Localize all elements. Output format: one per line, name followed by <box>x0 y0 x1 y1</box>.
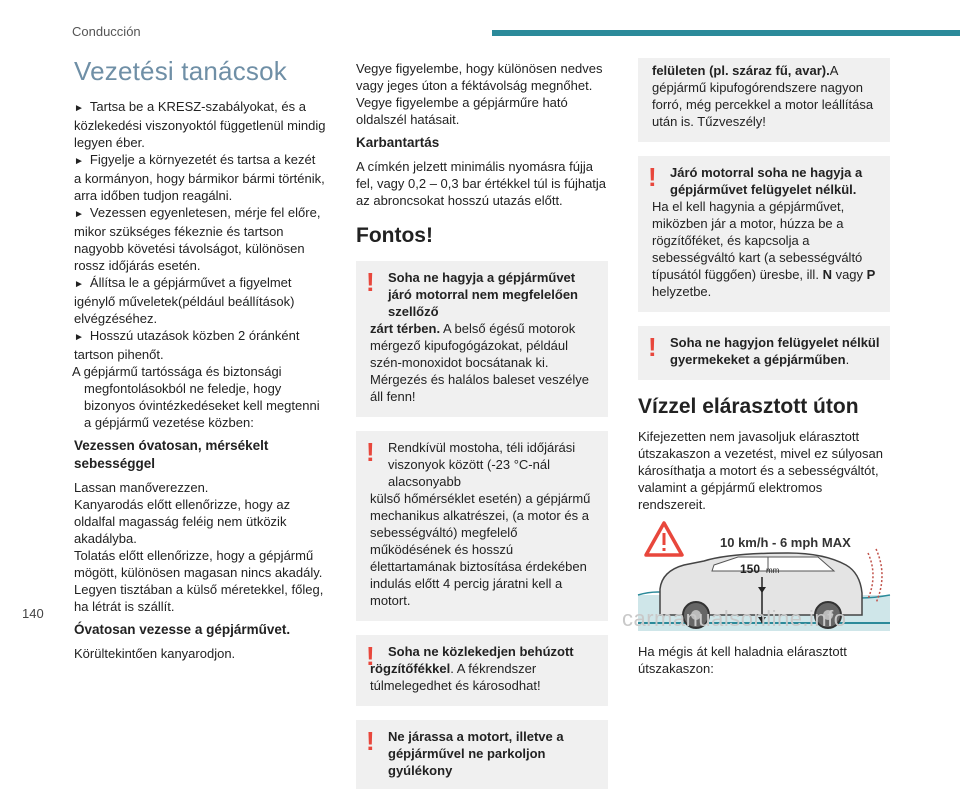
careful-paragraph: Lassan manőverezzen. Kanyarodás előtt ellenőrizze, hogy az oldalfal magasság feléig nem ütközik akadályba. Tolatás előtt ellenőrizze, hogy a gépjármű mögött, különösen magasan nincs akadály. Legyen tisztában a külső méretekkel, főleg, ha létrát is szállít. <box>74 480 324 614</box>
bullet-item <box>74 204 326 274</box>
column-1 <box>74 52 326 666</box>
warning-box <box>356 635 608 706</box>
warning-lead: Soha ne közlekedjen behúzott <box>388 644 574 659</box>
heading-careful: Vezessen óvatosan, mérsékelt sebességgel <box>74 438 269 471</box>
warning-text: helyzetbe. <box>652 284 712 299</box>
after-illustration-paragraph: Ha mégis át kell haladnia elárasztott útszakaszon: <box>638 644 847 676</box>
bullet-text: Figyelje a környezetét és tartsa a kezét a kormányon, hogy bármikor bármi történik, arra időben tudjon reagálni. <box>74 152 325 203</box>
warning-text: A gépjármű kipufogórendszere nagyon forró, még percekkel a motor leállítása után is. Tűzveszély! <box>652 63 874 129</box>
column-2 <box>356 60 608 803</box>
arrow-bullet-icon: ► <box>74 279 84 290</box>
column-3 <box>638 58 890 681</box>
warning-exclamation-icon: ! <box>366 267 375 297</box>
bullet-text: Tartsa be a KRESZ-szabályokat, és a közlekedési viszonyoktól függetlenül mindig legyen éber. <box>74 99 326 150</box>
speed-limit-text: 10 km/h - 6 mph MAX <box>720 535 851 550</box>
warning-exclamation-icon: ! <box>366 437 375 467</box>
gear-p: P <box>866 267 876 282</box>
bullet-item <box>74 274 326 327</box>
warning-exclamation-icon: ! <box>366 726 375 756</box>
warning-exclamation-icon: ! <box>648 162 657 192</box>
warning-bold: Soha ne hagyjon felügyelet nélkül gyermekeket a gépjárműben <box>670 335 880 367</box>
warning-lead: Rendkívül mostoha, téli időjárási viszonyok között (-23 °C-nál alacsonyabb <box>388 440 576 489</box>
warning-box <box>638 156 890 312</box>
intro-paragraph: Vegye figyelembe, hogy különösen nedves vagy jeges úton a féktávolság megnőhet. Vegye figyelembe a gépjárműre ható oldalszél hatásait. <box>356 61 603 127</box>
bullet-item <box>74 151 326 204</box>
safety-paragraph: A gépjármű tartóssága és biztonsági megfontolásokból ne feledje, hogy bizonyos óvintézkedéseket kell megtenni a gépjármű vezetése közben: <box>72 364 320 430</box>
heading-maintenance: Karbantartás <box>356 135 440 150</box>
warning-exclamation-icon: ! <box>366 641 375 671</box>
warning-bold: zárt térben. <box>370 321 441 336</box>
arrow-bullet-icon: ► <box>74 332 84 343</box>
warning-lead <box>652 334 880 368</box>
arrow-bullet-icon: ► <box>74 209 84 220</box>
warning-text: külső hőmérséklet esetén) a gépjármű mechanikus alkatrészei, (a motor és a sebességváltó) megfelelő működésének és hosszú élettartamának biztosítása érdekében indulás előtt 4 percig járatni kell a motort. <box>370 491 591 608</box>
warning-lead: Soha ne hagyja a gépjárművet járó motorral nem megfelelően szellőző <box>388 270 578 319</box>
warning-lead: Ne járassa a motort, illetve a gépjárművel ne parkoljon gyúlékony <box>388 729 564 778</box>
gear-n: N <box>822 267 832 282</box>
heading-important: Fontos! <box>356 224 433 247</box>
warning-text: . A fékrendszer túlmelegedhet és károsodhat! <box>370 661 541 693</box>
heading-drive: Óvatosan vezesse a gépjárművet. <box>74 622 291 637</box>
warning-text: A belső égésű motorok mérgező kipufogógázokat, például szén-monoxidot bocsátanak ki. Mérgezés és halálos baleset veszélye áll fenn! <box>370 321 589 404</box>
warning-lead: Járó motorral soha ne hagyja a gépjárművet felügyelet nélkül. <box>670 165 863 197</box>
flood-paragraph: Kifejezetten nem javasoljuk elárasztott útszakaszon a vezetést, mivel ez súlyosan károsíthatja a motort és a sebességváltót, valamint a gépjármű elektromos rendszereit. <box>638 429 883 512</box>
bullet-text: Hosszú utazások közben 2 óránként tartson pihenőt. <box>74 328 300 362</box>
header-accent-bar <box>492 30 960 36</box>
warning-bold: felületen (pl. száraz fű, avar). <box>652 63 830 78</box>
heading-flood: Vízzel elárasztott úton <box>638 395 859 418</box>
page-title: Vezetési tanácsok <box>74 56 287 86</box>
warning-box <box>356 720 608 789</box>
depth-value: 150 <box>740 562 761 576</box>
warning-exclamation-icon: ! <box>648 332 657 362</box>
bullet-item <box>74 98 326 151</box>
warning-bold: rögzítőfékkel <box>370 661 451 676</box>
arrow-bullet-icon: ► <box>74 103 84 114</box>
depth-unit: mm <box>766 566 780 575</box>
bullet-text: Állítsa le a gépjárművet a figyelmet igénylő műveletek(például beállítások) elvégzéséhez. <box>74 275 295 326</box>
warning-box-continued <box>638 58 890 142</box>
drive-paragraph: Körültekintően kanyarodjon. <box>74 646 236 661</box>
section-header: Conducción <box>72 24 141 39</box>
warning-box <box>356 431 608 621</box>
warning-text: Ha el kell hagynia a gépjárművet, miközben jár a motor, húzza be a rögzítőféket, és kapcsolja a sebességváltó kart (a sebességváltó típusától függően) üresbe, ill. <box>652 199 863 282</box>
watermark: carmanualsonline.info <box>622 606 847 631</box>
warning-text: . <box>845 352 850 367</box>
warning-text: vagy <box>831 267 867 282</box>
bullet-text: Vezessen egyenletesen, mérje fel előre, mikor szükséges fékeznie és tartson nagyobb követési távolságot, különösen rossz időjárás esetén. <box>74 205 321 273</box>
bullet-list <box>74 98 326 363</box>
warning-box <box>356 261 608 417</box>
maintenance-paragraph: A címkén jelzett minimális nyomásra fújja fel, vagy 0,2 – 0,3 bar értékkel túl is fújhatja az abroncsokat hosszú utazás előtt. <box>356 159 607 208</box>
warning-box <box>638 326 890 380</box>
page-number: 140 <box>22 606 44 621</box>
bullet-item <box>74 327 326 363</box>
arrow-bullet-icon: ► <box>74 156 84 167</box>
